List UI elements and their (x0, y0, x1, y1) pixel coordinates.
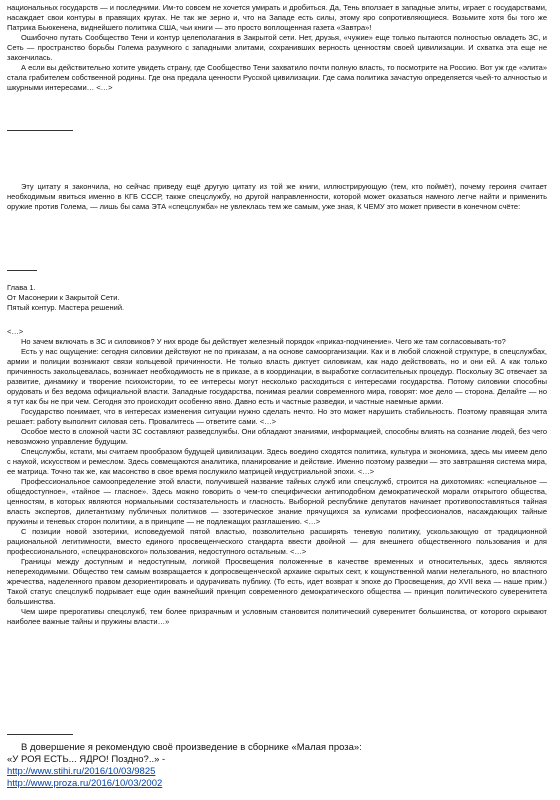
separator-line (7, 270, 37, 271)
paragraph: Ошибочно путать Сообщество Тени и контур целеполагания в Закрытой сети. Нет, друзья, «чужие» еще только пытаются полностью овладеть ЗС, и Сеть — пространство борьбы Голема разумного с западными элитами, сохранивших верность ценностям своей цивилизации. И схватка эта еще не закончилась. (7, 33, 547, 62)
paragraph: Особое место в сложной части ЗС составляют разведслужбы. Они обладают знаниями, информацией, способны влиять на сознание людей, без чего невозможно управление будущим. (7, 427, 547, 446)
chapter-section: Пятый контур. Мастера решений. (7, 303, 125, 312)
quote-intro-section (7, 182, 547, 212)
separator-line (7, 734, 73, 735)
recommendation-text: В довершение я рекомендую своё произведение в сборнике «Малая проза»: (21, 742, 362, 753)
footer-section (7, 742, 547, 790)
chapter-title: Глава 1. (7, 283, 36, 292)
paragraph: Спецслужбы, кстати, мы считаем прообразом будущей цивилизации. Здесь воедино сходятся политика, культура и экономика, здесь мы имеем дело с наукой, искусством и ремеслом. Здесь совмещаются аналитика, планирование и действие. Именно поэтому разведки — это завтрашняя система мира, ее матрица. Точно так же, как масонство в свое время послужило матрицей индустриальной эпохи. <…> (7, 447, 547, 476)
paragraph: Профессиональное самоопределение этой власти, получившей название тайных служб или спецслужб, строится на дихотомиях: «специальное — общедоступное», «тайное — гласное». Здесь можно говорить о чем-то специфически антиподобном демократической морали открытого общества, ценностям, в которых являются нормальными состязательность и гласность. Выборной республике депутатов начинает противопоставляться тайная власть экспертов, дилетантизму публичных политиков — эзотерическое знание прячущихся за кулисами профессионалов, насаждающих тайные пружины и теневых сторон политики, а в принципе — не подлежащих разглашению. <…> (7, 477, 547, 526)
paragraph: А если вы действительно хотите увидеть страну, где Сообщество Тени захватило почти полную власть, то посмотрите на Россию. Вот уж где «элита» стала грабителем собственной родины. Где она предала ценности Русской цивилизации. Где сама политика зачастую определяется чьей-то алчностью и шкурными интересами… <…> (7, 63, 547, 92)
paragraph: Границы между доступным и недоступным, логикой Просвещения положенные в качестве временных и относительных, здесь являются непереходимыми. Общество тем самым возвращается к допросвещенческой архаике скрытых сект, к кощунственной магии нелегального, но властного жречества, наделенного правом дезориентировать и одурачивать публику. (То есть, идет возврат к эпохе до Просвещения, до XVII века — наше прим.) Такой статус спецслужб подрывает еще один важнейший принцип современного демократического общества — принцип политического суверенитета большинства. (7, 557, 547, 606)
work-title: «У РОЯ ЕСТЬ... ЯДРО! Поздно?..» - (7, 754, 166, 765)
chapter-body (7, 327, 547, 627)
proza-link[interactable]: http://www.proza.ru/2016/10/03/2002 (7, 778, 163, 789)
paragraph: Но зачем включать в ЗС и силовиков? У них вроде бы действует железный порядок «приказ-подчинение». Чего же там согласовывать-то? (21, 337, 506, 346)
paragraph: С позиции новой эзотерики, исповедуемой пятой властью, позволительно расширять теневую политику, ускользающую от традиционной рациональной легитимности, вместо единого просвещенческого стандарта ввести двойной — для внешнего общественного пользования и для профессионального, «спецкрановского» пользования, недоступного остальным. <…> (7, 527, 547, 556)
paragraph: Есть у нас ощущение: сегодня силовики действуют не по приказам, а на основе самоорганизации. Как и в любой сложной структуре, в спецслужбах, армии и полиции возникают связи кольцевой причинности. Не только власть диктует силовикам, как надо действовать, но и они ей. А как только причинность закольцевалась, возникает необходимость не в приказе, а в координации, в выработке согласительных процедур. Поскольку ЗС отвечает за развитие, динамику и творение психоистории, то ее интересы могут несколько расходиться с интересами государства. Потому силовики способны орудовать и без ведома официальной власти. Западные государства, понимая реалии современного мира, говорят: мое дело — сторона. Делайте — но я тут как бы не при чем. Сегодня это происходит особенно явно. Давно есть и частные разведки, и частные наемные армии. (7, 347, 547, 406)
chapter-subtitle: От Масонерии к Закрытой Сети. (7, 293, 120, 302)
paragraph: Государство понимает, что в интересах изменения ситуации нужно сделать нечто. Но это может нарушить стабильность. Поэтому правящая элита решает: работу выполнит силовая сеть. Провалитесь — ответите сами. <…> (7, 407, 547, 426)
paragraph: национальных государств — и последними. Им-то совсем не хочется умирать и дробиться. Да, Тень вползает в западные элиты, играет с государствами, насаждает свои контуры в правящих кругах. Не так же зерно и, что на Западе есть силы, этому яро сопротивляющиеся. Возьмите хотя бы того же Патрика Бьюкенена, виднейшего политика США, чьи книги — это просто воплощенная газета «Завтра»! (7, 3, 547, 32)
paragraph: Чем шире прерогативы спецслужб, тем более призрачным и условным становится политический суверенитет большинства, от которого скрывают наиболее важные тайны и пружины власти…» (7, 607, 547, 626)
stihi-link[interactable]: http://www.stihi.ru/2016/10/03/9825 (7, 766, 156, 777)
ellipsis-marker: <…> (7, 327, 24, 336)
chapter-heading (7, 283, 547, 313)
top-section (7, 3, 547, 93)
separator-line (7, 130, 73, 131)
paragraph: Эту цитату я закончила, но сейчас приведу ещё другую цитату из той же книги, иллюстрирующую (тем, кто поймёт), почему героиня считает необходимым явиться именно в КГБ СССР, также спецслужбу, но другой направленности, которой может оказаться намного легче найти и применить оружие против Голема, — лишь бы сама ЭТА «спецслужба» не увлеклась тем же самым, уже зная, К ЧЕМУ это может привести в конечном счёте: (7, 182, 547, 211)
